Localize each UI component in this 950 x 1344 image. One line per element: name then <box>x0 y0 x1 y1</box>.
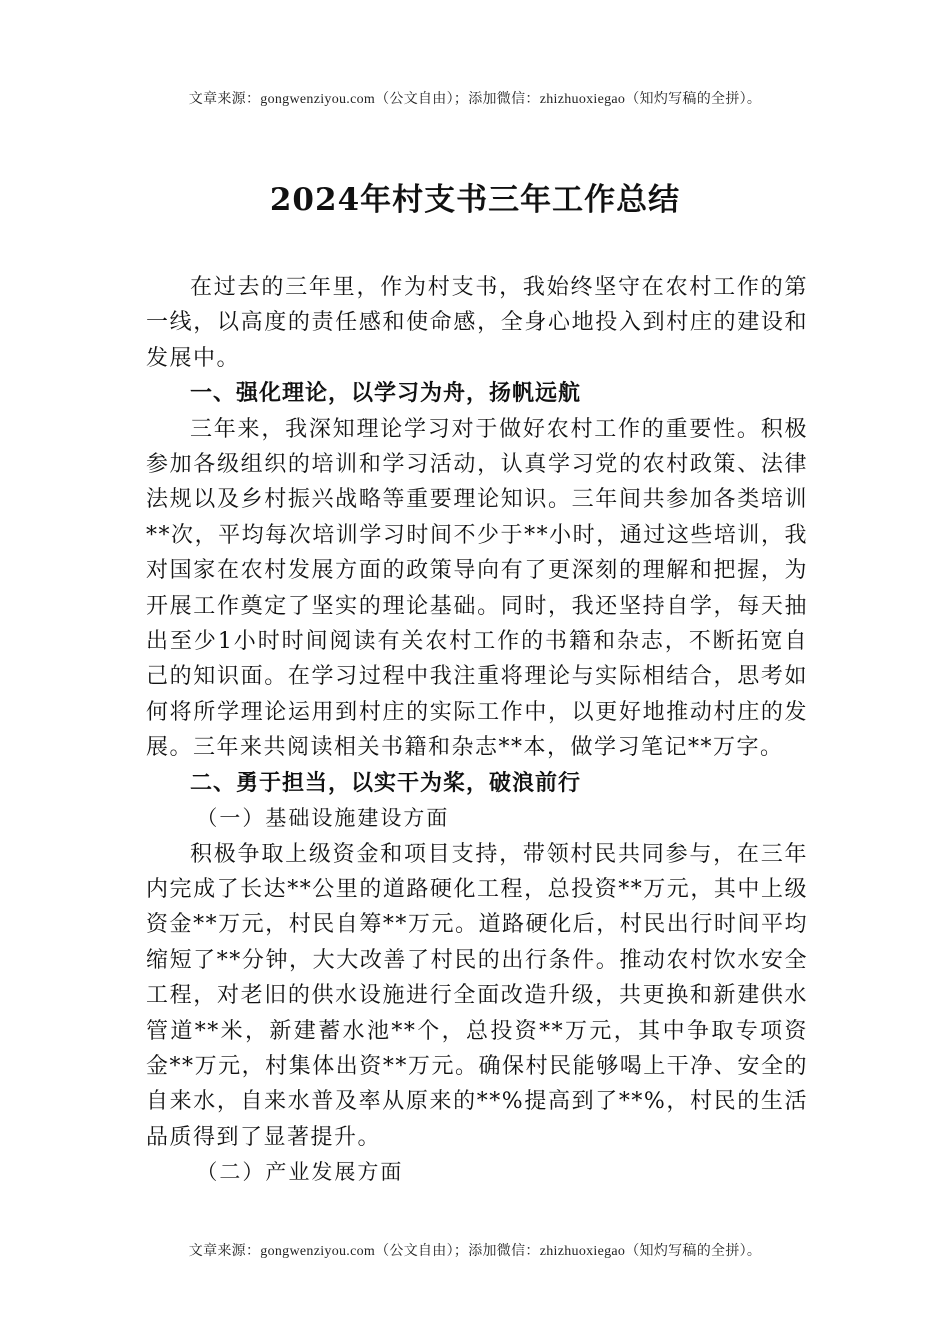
document-body <box>146 270 808 1191</box>
section-heading-1: 一、强化理论，以学习为舟，扬帆远航 <box>190 381 582 407</box>
subsection-heading-industry: （二）产业发展方面 <box>196 1160 404 1185</box>
paragraph-intro: 在过去的三年里，作为村支书，我始终坚守在农村工作的第一线，以高度的责任感和使命感，全身心地投入到村庄的建设和发展中。 <box>146 275 808 371</box>
source-note-footer: 文章来源：gongwenziyou.com（公文自由）；添加微信：zhizhuoxiegao（知灼写稿的全拼）。 <box>188 1244 762 1259</box>
section-heading-2: 二、勇于担当，以实干为桨，破浪前行 <box>190 770 582 796</box>
subsection-heading-infrastructure: （一）基础设施建设方面 <box>196 806 450 831</box>
paragraph-theory-study: 三年来，我深知理论学习对于做好农村工作的重要性。积极参加各级组织的培训和学习活动，认真学习党的农村政策、法律法规以及乡村振兴战略等重要理论知识。三年间共参加各类培训**次，平均每次培训学习时间不少于**小时，通过这些培训，我对国家在农村发展方面的政策导向有了更深刻的理解和把握，为开展工作奠定了坚实的理论基础。同时，我还坚持自学，每天抽出至少1小时时间阅读有关农村工作的书籍和杂志，不断拓宽自己的知识面。在学习过程中我注重将理论与实际相结合，思考如何将所学理论运用到村庄的实际工作中，以更好地推动村庄的发展。三年来共阅读相关书籍和杂志**本，做学习笔记**万字。 <box>146 416 808 761</box>
paragraph-infrastructure: 积极争取上级资金和项目支持，带领村民共同参与，在三年内完成了长达**公里的道路硬化工程，总投资**万元，其中上级资金**万元，村民自筹**万元。道路硬化后，村民出行时间平均缩短了**分钟，大大改善了村民的出行条件。推动农村饮水安全工程，对老旧的供水设施进行全面改造升级，共更换和新建供水管道**米，新建蓄水池**个，总投资**万元，其中争取专项资金**万元，村集体出资**万元。确保村民能够喝上干净、安全的自来水，自来水普及率从原来的**%提高到了**%，村民的生活品质得到了显著提升。 <box>146 841 808 1150</box>
source-note-header: 文章来源：gongwenziyou.com（公文自由）；添加微信：zhizhuoxiegao（知灼写稿的全拼）。 <box>188 92 762 107</box>
document-title: 2024年村支书三年工作总结 <box>269 182 681 218</box>
